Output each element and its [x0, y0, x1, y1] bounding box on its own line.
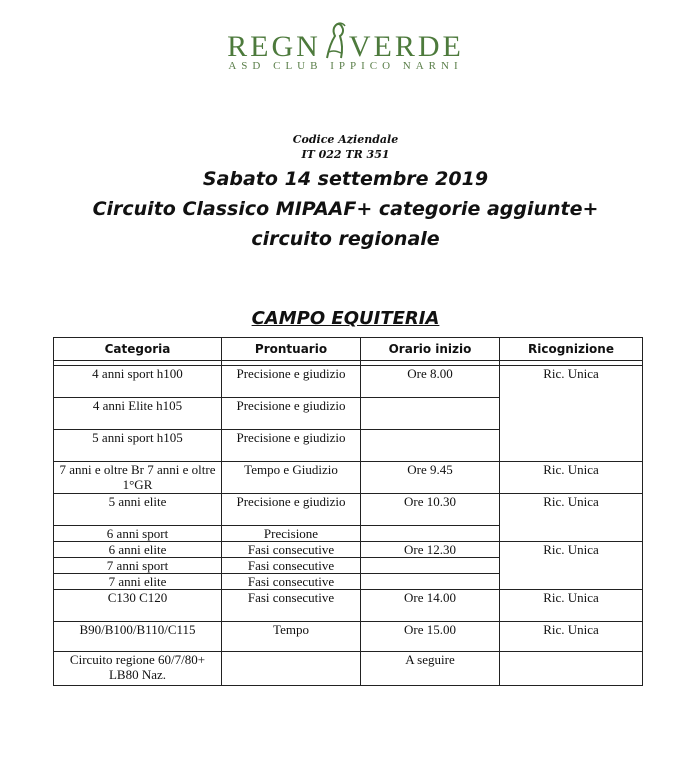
cell-categoria: 5 anni elite — [54, 494, 222, 526]
cell-prontuario: Tempo — [222, 622, 361, 652]
cell-prontuario: Precisione e giudizio — [222, 494, 361, 526]
cell-ricognizione: Ric. Unica — [500, 494, 643, 542]
cell-orario: Ore 14.00 — [361, 590, 500, 622]
cell-categoria: 7 anni e oltre Br 7 anni e oltre 1°GR — [54, 462, 222, 494]
logo-text-left: REGN — [227, 30, 321, 63]
cell-prontuario: Precisione e giudizio — [222, 366, 361, 398]
cell-categoria: 6 anni sport — [54, 526, 222, 542]
cell-categoria: Circuito regione 60/7/80+ LB80 Naz. — [54, 652, 222, 686]
cell-categoria: 7 anni elite — [54, 574, 222, 590]
cell-orario — [361, 398, 500, 430]
table-row — [54, 462, 643, 494]
table-row — [54, 652, 643, 686]
club-logo — [0, 22, 691, 72]
header-prontuario: Prontuario — [222, 338, 361, 361]
cell-orario: A seguire — [361, 652, 500, 686]
cell-ricognizione: Ric. Unica — [500, 590, 643, 622]
cell-ricognizione — [500, 652, 643, 686]
schedule-table — [53, 337, 643, 686]
logo-wordmark — [227, 22, 464, 64]
cell-orario — [361, 430, 500, 462]
cell-prontuario: Fasi consecutive — [222, 558, 361, 574]
cell-orario: Ore 15.00 — [361, 622, 500, 652]
cell-prontuario: Fasi consecutive — [222, 590, 361, 622]
cell-ricognizione: Ric. Unica — [500, 462, 643, 494]
cell-orario: Ore 10.30 — [361, 494, 500, 526]
cell-categoria: 4 anni Elite h105 — [54, 398, 222, 430]
cell-prontuario: Fasi consecutive — [222, 574, 361, 590]
horse-icon — [321, 22, 349, 60]
cell-ricognizione: Ric. Unica — [500, 542, 643, 590]
cell-orario: Ore 8.00 — [361, 366, 500, 398]
cell-ricognizione: Ric. Unica — [500, 622, 643, 652]
company-code-label: Codice Aziendale — [292, 133, 399, 146]
cell-prontuario: Tempo e Giudizio — [222, 462, 361, 494]
table-header-row — [54, 338, 643, 361]
event-date: Sabato 14 settembre 2019 — [202, 168, 489, 190]
logo-subtitle: ASD CLUB IPPICO NARNI — [228, 60, 463, 72]
cell-orario — [361, 574, 500, 590]
cell-prontuario: Precisione e giudizio — [222, 398, 361, 430]
cell-ricognizione: Ric. Unica — [500, 366, 643, 462]
cell-categoria: 7 anni sport — [54, 558, 222, 574]
company-code-value: IT 022 TR 351 — [301, 148, 390, 161]
cell-orario — [361, 558, 500, 574]
cell-orario: Ore 9.45 — [361, 462, 500, 494]
cell-orario — [361, 526, 500, 542]
table-row — [54, 590, 643, 622]
cell-prontuario: Fasi consecutive — [222, 542, 361, 558]
table-row — [54, 494, 643, 526]
cell-categoria: 6 anni elite — [54, 542, 222, 558]
logo-text-right: VERDE — [348, 30, 464, 63]
cell-prontuario: Precisione e giudizio — [222, 430, 361, 462]
table-row — [54, 366, 643, 398]
header-ricognizione: Ricognizione — [500, 338, 643, 361]
cell-categoria: C130 C120 — [54, 590, 222, 622]
campo-title: CAMPO EQUITERIA — [251, 308, 440, 329]
header-orario: Orario inizio — [361, 338, 500, 361]
header-categoria: Categoria — [54, 338, 222, 361]
cell-categoria: 5 anni sport h105 — [54, 430, 222, 462]
cell-orario: Ore 12.30 — [361, 542, 500, 558]
cell-prontuario — [222, 652, 361, 686]
cell-categoria: 4 anni sport h100 — [54, 366, 222, 398]
cell-categoria: B90/B100/B110/C115 — [54, 622, 222, 652]
event-title-line-2: circuito regionale — [251, 228, 440, 250]
cell-prontuario: Precisione — [222, 526, 361, 542]
table-row — [54, 542, 643, 558]
table-row — [54, 622, 643, 652]
event-title-line-1: Circuito Classico MIPAAF+ categorie aggiunte+ — [92, 198, 599, 220]
